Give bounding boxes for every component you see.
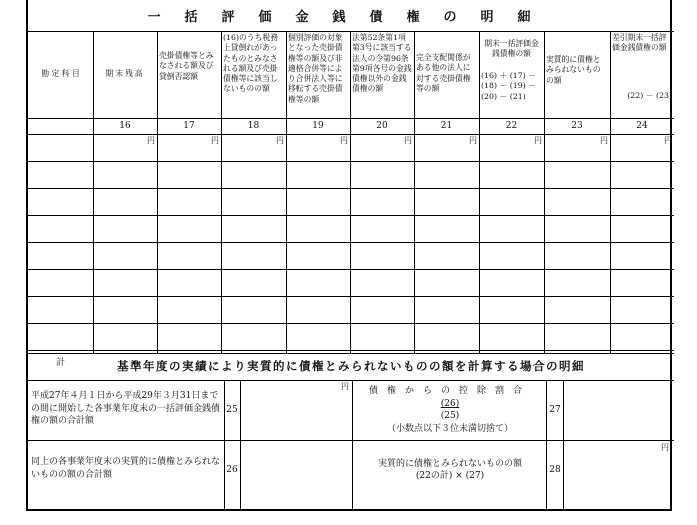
row27-label: 債権からの控除割合 <box>368 386 531 396</box>
yen-unit: 円 <box>534 136 542 145</box>
column-header: 差引期末一括評価金銭債権の額 <box>612 33 667 53</box>
amount-cell[interactable] <box>351 270 413 295</box>
form-table <box>26 0 672 511</box>
amount-cell[interactable] <box>611 297 673 322</box>
column-formula: (22) － (23) <box>627 91 672 100</box>
amount-cell[interactable] <box>545 162 609 187</box>
amount-cell[interactable] <box>415 189 478 214</box>
amount-cell[interactable] <box>611 351 673 352</box>
amount-cell[interactable] <box>480 243 543 268</box>
amount-cell[interactable] <box>222 189 285 214</box>
amount-cell[interactable] <box>222 270 285 295</box>
amount-cell[interactable] <box>287 270 349 295</box>
amount-cell[interactable] <box>611 324 673 349</box>
amount-cell[interactable] <box>94 189 156 214</box>
row27-number: 27 <box>549 405 561 415</box>
amount-cell[interactable] <box>222 297 285 322</box>
amount-cell[interactable] <box>611 270 673 295</box>
amount-cell[interactable] <box>94 351 156 352</box>
amount-cell[interactable] <box>611 216 673 241</box>
divider <box>546 380 547 511</box>
amount-cell[interactable] <box>351 162 413 187</box>
amount-cell[interactable] <box>94 297 156 322</box>
amount-cell[interactable] <box>158 189 220 214</box>
column-formula: (16) ＋ (17) － (18) － (19) － (20) － (21) <box>481 71 537 101</box>
divider <box>28 380 674 381</box>
row27-note: （小数点以下３位未満切捨て） <box>386 424 513 434</box>
row27-value-field[interactable] <box>564 380 672 438</box>
amount-cell[interactable] <box>480 189 543 214</box>
account-name-cell[interactable] <box>29 270 92 295</box>
yen-unit: 円 <box>404 136 412 145</box>
amount-cell[interactable] <box>94 324 156 349</box>
amount-cell[interactable] <box>222 243 285 268</box>
column-number: 24 <box>636 121 648 131</box>
amount-cell[interactable] <box>287 324 349 349</box>
column-header: 期末残高 <box>105 69 145 78</box>
amount-cell[interactable] <box>222 324 285 349</box>
amount-cell[interactable] <box>158 351 220 352</box>
amount-cell[interactable] <box>611 135 673 160</box>
amount-cell[interactable] <box>545 351 609 352</box>
amount-cell[interactable] <box>545 297 609 322</box>
column-header: 勘 定 科 目 <box>41 69 80 78</box>
amount-cell[interactable] <box>158 324 220 349</box>
amount-cell[interactable] <box>545 189 609 214</box>
amount-cell[interactable] <box>415 162 478 187</box>
amount-cell[interactable] <box>158 135 220 160</box>
column-number: 22 <box>505 121 518 131</box>
amount-cell[interactable] <box>351 324 413 349</box>
amount-cell[interactable] <box>287 216 349 241</box>
column-header: (16)のうち税務上貸倒れがあったものとみなされる額及び売掛債権等に該当しないものの額 <box>223 33 278 94</box>
amount-cell[interactable] <box>287 162 349 187</box>
form-title: 一括評価金銭債権の明細 <box>147 10 555 25</box>
amount-cell[interactable] <box>94 216 156 241</box>
amount-cell[interactable] <box>611 162 673 187</box>
row28-formula: (22の計) × (27) <box>415 471 485 481</box>
amount-cell[interactable] <box>158 216 220 241</box>
row26-value-field[interactable] <box>242 440 351 502</box>
column-header: 売掛債権等とみなされる額及び貸倒否認額 <box>159 51 214 81</box>
yen-unit: 円 <box>276 136 284 145</box>
divider <box>352 380 353 511</box>
amount-cell[interactable] <box>94 243 156 268</box>
amount-cell[interactable] <box>94 162 156 187</box>
amount-cell[interactable] <box>415 324 478 349</box>
amount-cell[interactable] <box>287 297 349 322</box>
column-number: 19 <box>312 121 324 131</box>
yen-unit: 円 <box>664 136 672 145</box>
yen-unit: 円 <box>340 136 348 145</box>
divider <box>28 440 674 441</box>
amount-cell[interactable] <box>222 351 285 352</box>
column-number: 23 <box>571 121 583 131</box>
amount-cell[interactable] <box>480 324 543 349</box>
yen-unit: 円 <box>211 136 219 145</box>
amount-cell[interactable] <box>415 243 478 268</box>
account-name-cell[interactable] <box>29 216 92 241</box>
row25-number: 25 <box>226 405 238 415</box>
yen-unit: 円 <box>469 136 477 145</box>
row26-label: 同上の各事業年度末の実質的に債権とみられないものの額の合計額 <box>31 457 221 480</box>
amount-cell[interactable] <box>222 162 285 187</box>
amount-cell[interactable] <box>415 270 478 295</box>
row26-number: 26 <box>226 465 238 475</box>
amount-cell[interactable] <box>480 162 543 187</box>
account-name-cell[interactable] <box>29 243 92 268</box>
amount-cell[interactable] <box>545 243 609 268</box>
row27-numerator: (26) <box>440 399 460 409</box>
account-name-cell[interactable] <box>29 297 92 322</box>
amount-cell[interactable] <box>158 270 220 295</box>
amount-cell[interactable] <box>287 243 349 268</box>
account-name-cell[interactable] <box>29 162 92 187</box>
yen-unit: 円 <box>341 382 349 391</box>
amount-cell[interactable] <box>415 351 478 352</box>
yen-unit: 円 <box>661 443 669 452</box>
divider <box>28 31 674 32</box>
account-name-cell[interactable] <box>29 189 92 214</box>
row25-value-field[interactable] <box>242 380 351 438</box>
amount-cell[interactable] <box>480 270 543 295</box>
amount-cell[interactable] <box>287 135 349 160</box>
amount-cell[interactable] <box>351 135 413 160</box>
divider <box>563 380 564 511</box>
column-number: 16 <box>119 121 131 131</box>
row27-denominator: (25) <box>440 411 460 421</box>
amount-cell[interactable] <box>287 351 349 352</box>
column-number: 21 <box>440 121 453 131</box>
amount-cell[interactable] <box>480 351 543 352</box>
amount-cell[interactable] <box>222 135 285 160</box>
amount-cell[interactable] <box>611 243 673 268</box>
column-header: 完全支配関係がある他の法人に対する売掛債権等の額 <box>416 53 471 93</box>
amount-cell[interactable] <box>545 135 609 160</box>
total-label: 計 <box>55 358 65 368</box>
amount-cell[interactable] <box>158 243 220 268</box>
amount-cell[interactable] <box>351 297 413 322</box>
amount-cell[interactable] <box>545 324 609 349</box>
amount-cell[interactable] <box>415 216 478 241</box>
column-number: 17 <box>183 121 195 131</box>
amount-cell[interactable] <box>222 216 285 241</box>
yen-unit: 円 <box>600 136 608 145</box>
amount-cell[interactable] <box>480 297 543 322</box>
row28-value-field[interactable] <box>564 440 672 502</box>
column-header: 実質的に債権とみられないものの額 <box>546 55 601 85</box>
amount-cell[interactable] <box>480 135 543 160</box>
amount-cell[interactable] <box>158 162 220 187</box>
column-header: 法第52条第1項第3号に該当する法人の令第96条第9項各号の金銭債権以外の金銭債権の額 <box>352 33 412 94</box>
amount-cell[interactable] <box>158 297 220 322</box>
amount-cell[interactable] <box>351 189 413 214</box>
yen-unit: 円 <box>147 136 155 145</box>
row25-label: 平成27年４月１日から平成29年３月31日までの間に開始した各事業年度末の一括評価金銭債権の額の合計額 <box>31 391 221 426</box>
amount-cell[interactable] <box>545 270 609 295</box>
column-number: 18 <box>247 121 260 131</box>
amount-cell[interactable] <box>94 135 156 160</box>
divider <box>224 380 225 511</box>
amount-cell[interactable] <box>611 189 673 214</box>
section2-title: 基準年度の実績により実質的に債権とみられないものの額を計算する場合の明細 <box>117 359 585 373</box>
row28-number: 28 <box>549 465 561 475</box>
amount-cell[interactable] <box>351 216 413 241</box>
amount-cell[interactable] <box>351 243 413 268</box>
amount-cell[interactable] <box>415 135 478 160</box>
amount-cell[interactable] <box>415 297 478 322</box>
amount-cell[interactable] <box>351 351 413 352</box>
amount-cell[interactable] <box>545 216 609 241</box>
account-name-cell[interactable] <box>29 324 92 349</box>
divider <box>240 380 241 511</box>
row28-label: 実質的に債権とみられないものの額 <box>377 459 522 469</box>
amount-cell[interactable] <box>287 189 349 214</box>
column-header: 期末一括評価金銭債権の額 <box>484 39 539 59</box>
amount-cell[interactable] <box>94 270 156 295</box>
column-header: 個別評価の対象となった売掛債権等の額及び非適格合併等により合併法人等に移転する売掛債権等の額 <box>288 33 343 104</box>
amount-cell[interactable] <box>480 216 543 241</box>
account-name-cell[interactable] <box>29 135 92 160</box>
column-number: 20 <box>376 121 388 131</box>
